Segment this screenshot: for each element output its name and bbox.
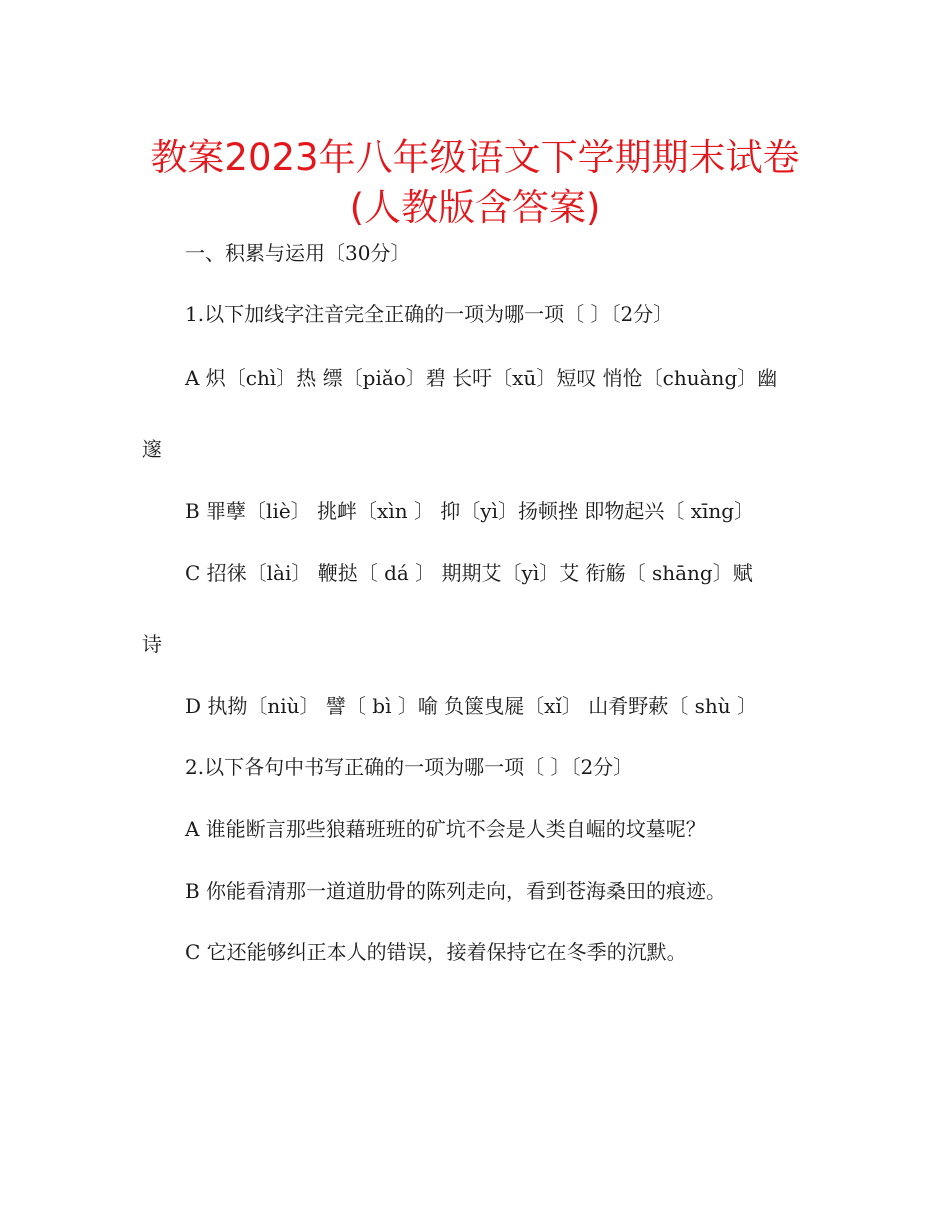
document-title-line1: 教案2023年八年级语文下学期期末试卷 [150, 136, 800, 179]
section-heading: 一、积累与运用〔30分〕 [185, 241, 411, 265]
question-1-option-a-continuation: 邃 [142, 437, 162, 461]
question-1-option-c-continuation: 诗 [142, 632, 162, 656]
question-1-option-d: D 执拗〔niù〕 譬〔 bì 〕喻 负箧曳屣〔xǐ〕 山肴野蔌〔 shù 〕 [185, 694, 757, 718]
question-2-option-c: C 它还能够纠正本人的错误，接着保持它在冬季的沉默。 [185, 940, 687, 964]
document-title-line2: (人教版含答案) [349, 186, 601, 229]
question-2-option-a: A 谁能断言那些狼藉班班的矿坑不会是人类自崛的坟墓呢？ [185, 817, 706, 841]
question-2-stem: 2.以下各句中书写正确的一项为哪一项〔 〕〔2分〕 [185, 755, 634, 779]
question-1-option-c: C 招徕〔lài〕 鞭挞〔 dá 〕 期期艾〔yì〕艾 衔觞〔 shāng〕赋 [185, 561, 753, 585]
question-1-stem: 1.以下加线字注音完全正确的一项为哪一项〔 〕〔2分〕 [185, 302, 674, 326]
question-1-option-a: A 炽〔chì〕热 缥〔piǎo〕碧 长吁〔xū〕短叹 悄怆〔chuàng〕幽 [185, 366, 778, 390]
question-2-option-b: B 你能看清那一道道肋骨的陈列走向，看到苍海桑田的痕迹。 [185, 879, 727, 903]
question-1-option-b: B 罪孽〔liè〕 挑衅〔xìn 〕 抑〔yì〕扬顿挫 即物起兴〔 xīng〕 [185, 499, 755, 523]
